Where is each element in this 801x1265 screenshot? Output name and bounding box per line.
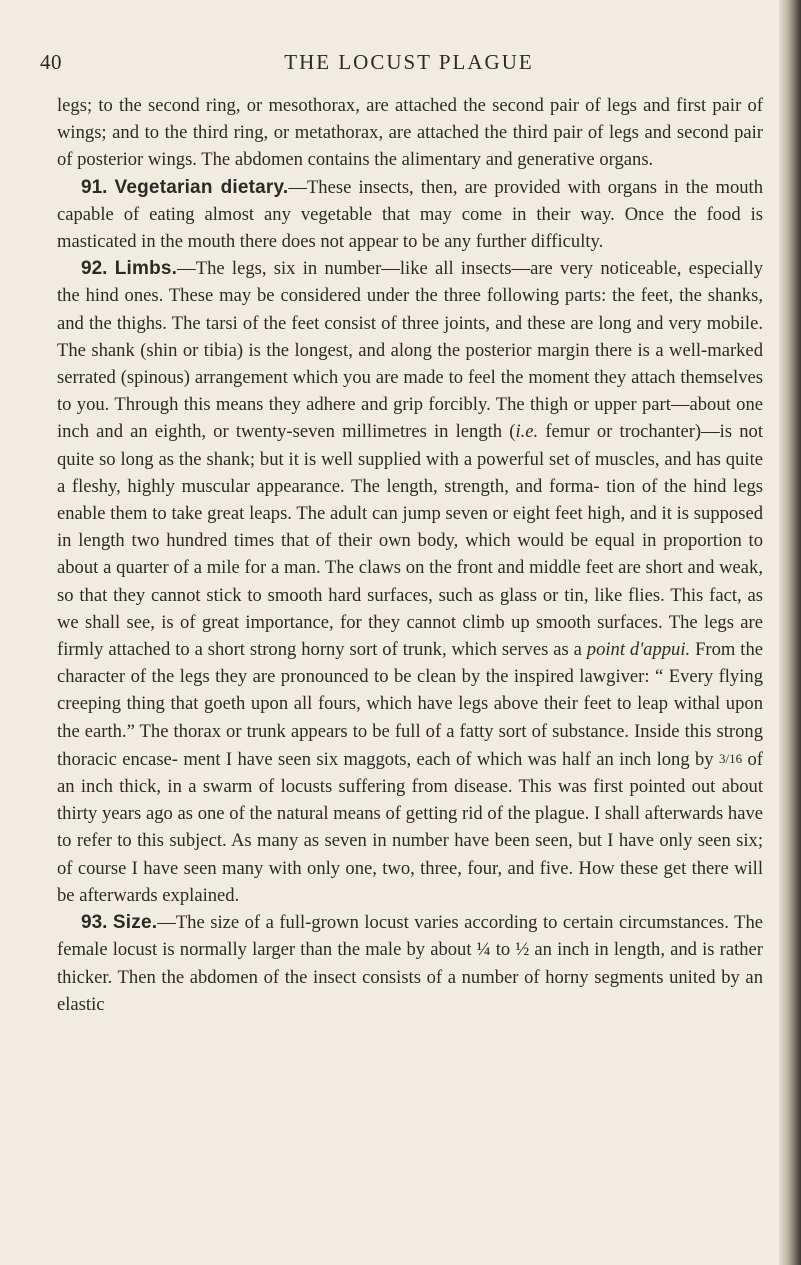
page-edge-shadow — [779, 0, 801, 1265]
section-text: of an inch thick, in a swarm of locusts suffering from disease. This was first pointed out about thirty years ago as one of the natural means of getting rid of the plague. I shall afterwards have to refer to this subject. As many as seven in number have been seen, but I have only seen six; of course I have seen many with only one, two, three, four, and five. How these get there will be afterwards explained. — [57, 748, 763, 906]
section-text: femur or trochanter)—is not quite so long as the shank; but it is well supplied with a powerful set of muscles, and has quite a fleshy, highly muscular appearance. The length, strength, and forma- tion of the hind legs enable them to take great leaps. The adult can jump seven or eight feet high, and it is supposed in length two hundred times that of their own body, which would be equal in proportion to about a quarter of a mile for a man. The claws on the front and middle feet are short and weak, so that they cannot stick to smooth hard surfaces, such as glass or tin, like flies. This fact, as we shall see, is of great importance, for they cannot climb up smooth surfaces. The legs are firmly attached to a short strong horny sort of trunk, which serves as a — [57, 421, 763, 661]
italic-ie: i.e. — [515, 421, 539, 443]
section-93 — [57, 909, 763, 1018]
section-text: From the character of the legs they are pronounced to be clean by the inspired lawgiver: “ Every flying creeping thing that goeth upon all fours, which have legs above their feet to leap withal upon the earth.” The thorax or trunk appears to be full of a fatty sort of substance. Inside this strong thoracic encase- ment I have seen six maggots, each of which was half an inch long by — [57, 639, 763, 770]
fraction-three-sixteenths: 3/16 — [719, 750, 743, 766]
section-text: —The legs, six in number—like all insects—are very noticeable, especially the hind ones. These may be considered under the three following parts: the feet, the shanks, and the thighs. The tarsi of the feet consist of three joints, and these are long and very mobile. The shank (shin or tibia) is the longest, and along the posterior margin there is a well-marked serrated (spinous) arrangement which you are made to feel the moment they attach themselves to you. Through this means they adhere and grip forcibly. The thigh or upper part—about one inch and an eighth, or twenty-seven millimetres in length ( — [57, 258, 764, 443]
section-number: 91. — [81, 176, 108, 198]
section-92 — [57, 255, 763, 909]
running-head: THE LOCUST PLAGUE — [284, 50, 534, 74]
page-header — [40, 50, 760, 80]
section-91 — [57, 174, 763, 256]
section-heading: Size. — [112, 912, 158, 934]
section-text: to — [490, 939, 516, 961]
paragraph-continued: legs; to the second ring, or mesothorax, are attached the second pair of legs and first pair of wings; and to the third ring, or metathorax, are attached the third pair of legs and second pair of posterior wings. The abdomen contains the alimentary and generative organs. — [57, 95, 763, 171]
section-heading: Limbs. — [114, 258, 178, 280]
section-text: —The size of a full-grown locust varies according to certain circumstances. The female locust is normally larger than the male by about — [57, 912, 763, 961]
section-text: an inch in length, and is rather thicker. Then the abdomen of the insect consists of a number of horny segments united by an elastic — [57, 939, 763, 1015]
fraction-quarter: ¼ — [476, 939, 491, 961]
italic-point-dappui: point d'appui. — [586, 639, 691, 661]
section-heading: Vegetarian dietary. — [114, 176, 289, 198]
fraction-half: ½ — [515, 939, 530, 961]
page-number: 40 — [40, 50, 62, 74]
section-number: 92. — [81, 258, 108, 280]
section-number: 93. — [81, 912, 108, 934]
section-text: —These insects, then, are provided with organs in the mouth capable of eating almost any vegetable that may come in their way. Once the food is masticated in the mouth there does not appear to be any further difficulty. — [57, 176, 763, 253]
body-text — [57, 92, 763, 1018]
